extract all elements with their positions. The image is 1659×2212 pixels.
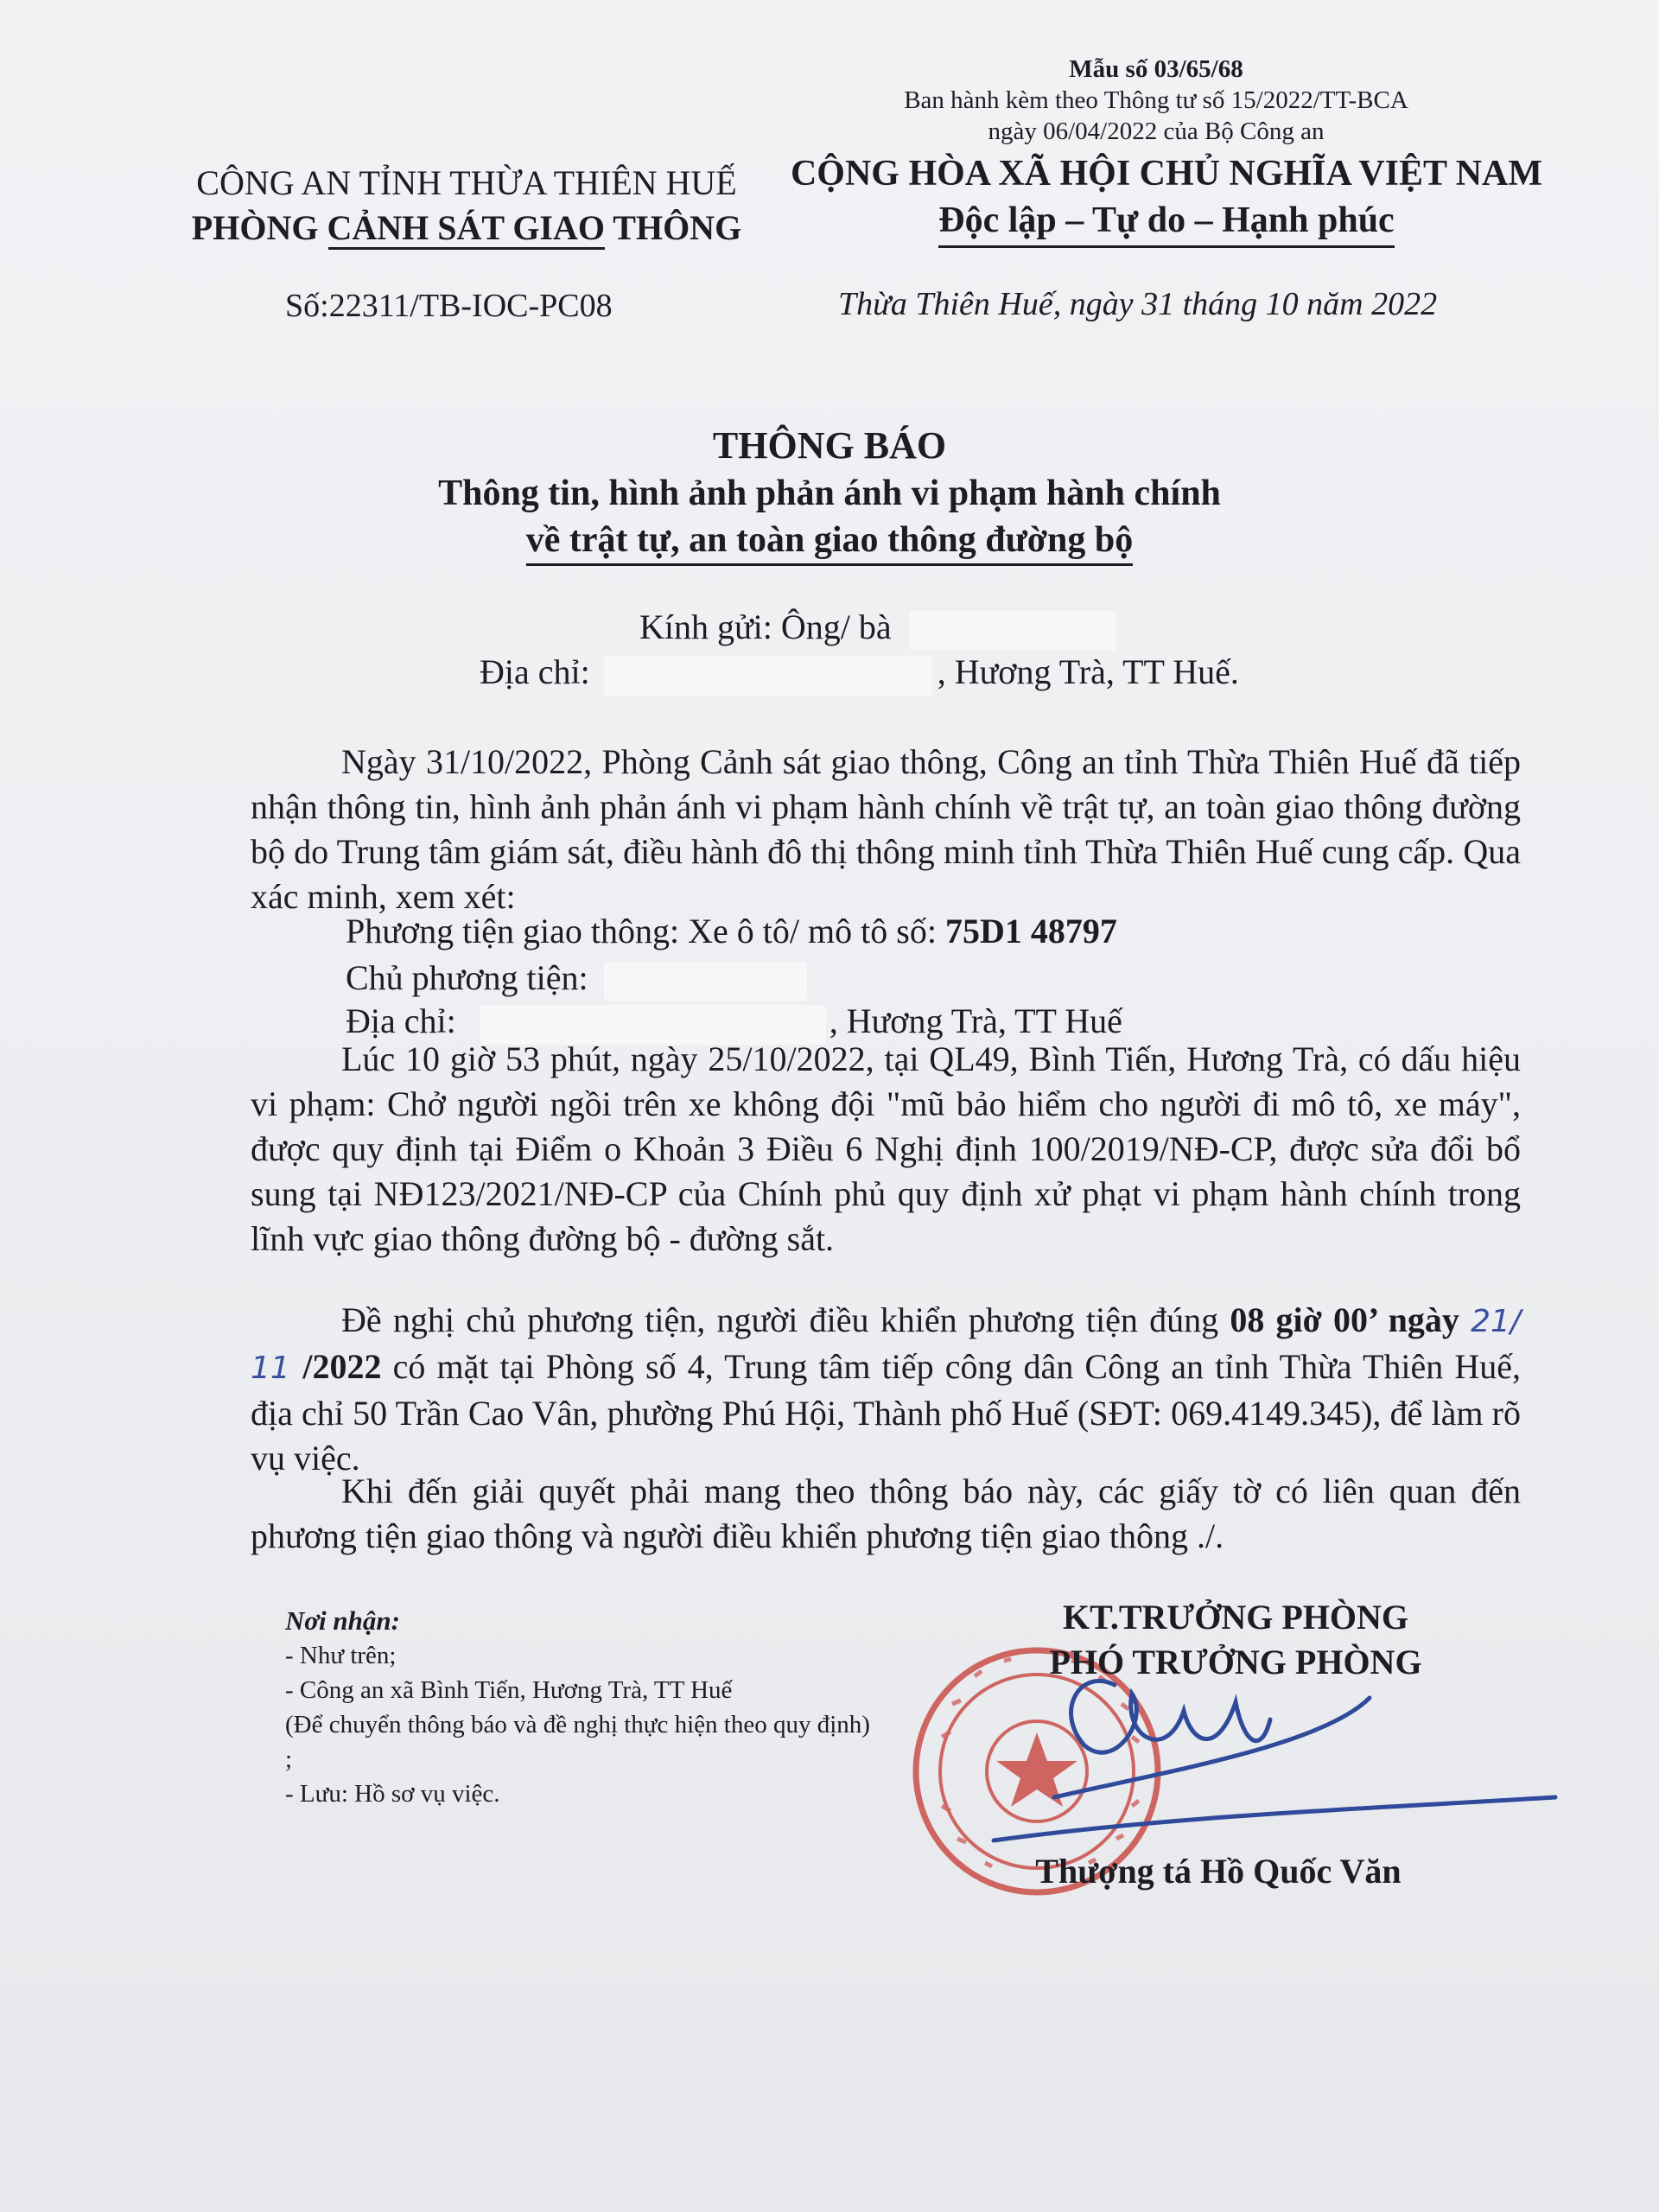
nation-motto: Độc lập – Tự do – Hạnh phúc [938,197,1394,248]
signature-line-1: KT.TRƯỞNG PHÒNG [1063,1598,1408,1637]
document-title: THÔNG BÁO [712,424,947,467]
owner-address-tail: , Hương Trà, TT Huế [829,1001,1122,1040]
recipient-salutation [639,605,1116,651]
para3-text-b: có mặt tại Phòng số 4, Trung tâm tiếp công dân Công an tỉnh Thừa Thiên Huế, địa chỉ 50 Trần Cao Vân, phường Phú Hội, Thành phố Huế (SĐT: 069.4149.345), để làm rõ vụ việc. [251,1347,1521,1478]
handwritten-date: 21/ 11 [251,1304,1522,1386]
form-issued-date: ngày 06/04/2022 của Bộ Công an [988,118,1325,145]
agency-header [173,161,760,250]
recipient-item: - Lưu: Hồ sơ vụ việc. [285,1780,500,1808]
nation-name: CỘNG HÒA XÃ HỘI CHỦ NGHĨA VIỆT NAM [790,154,1543,194]
paragraph-2: Lúc 10 giờ 53 phút, ngày 25/10/2022, tại QL49, Bình Tiến, Hương Trà, có dấu hiệu vi phạm: Chở người ngồi trên xe không đội "mũ bảo hiểm cho người đi mô tô, xe máy", được quy định tại Điểm o Khoản 3 Điều 6 Nghị định 100/2019/NĐ-CP, được sửa đổi bổ sung tại NĐ123/2021/NĐ-CP của Chính phủ quy định xử phạt vi phạm hành chính trong lĩnh vực giao thông đường bộ - đường sắt. [251,1039,1521,1258]
recipients-heading: Nơi nhận: [285,1605,400,1636]
form-issued-with: Ban hành kèm theo Thông tư số 15/2022/TT-BCA [904,86,1408,114]
document-subtitle [0,470,1659,566]
signer-name: Thượng tá Hồ Quốc Văn [1035,1852,1402,1891]
address-tail: , Hương Trà, TT Huế. [937,652,1239,691]
document-number: Số:22311/TB-IOC-PC08 [285,288,613,324]
address-label: Địa chỉ: [480,652,590,691]
owner-label: Chủ phương tiện: [346,958,588,997]
subtitle-line-1: Thông tin, hình ảnh phản ánh vi phạm hành chính [438,474,1221,513]
nation-header [778,150,1555,248]
recipient-address [480,650,1239,696]
recipient-item: - Công an xã Bình Tiến, Hương Trà, TT Huế [285,1676,733,1704]
recipient-item: - Như trên; [285,1642,397,1669]
redacted-owner [604,962,807,1001]
form-number-block [897,54,1415,147]
paragraph-1: Ngày 31/10/2022, Phòng Cảnh sát giao thông, Công an tỉnh Thừa Thiên Huế đã tiếp nhận thông tin, hình ảnh phản ánh vi phạm hành chính về trật tự, an toàn giao thông đường bộ do Trung tâm giám sát, điều hành đô thị thông minh tỉnh Thừa Thiên Huế cung cấp. Qua xác minh, xem xét: [251,742,1521,916]
signature-icon [994,1681,1555,1840]
signature-title [933,1595,1538,1685]
vehicle-line [346,909,1117,954]
recipient-item: (Để chuyển thông báo và đề nghị thực hiện theo quy định) ; [285,1711,870,1773]
place-date: Thừa Thiên Huế, ngày 31 tháng 10 năm 2022 [838,286,1438,322]
redacted-address [604,656,932,696]
owner-address-label: Địa chỉ: [346,1001,456,1040]
form-number: Mẫu số 03/65/68 [1069,55,1243,83]
redacted-name [909,611,1116,651]
license-plate: 75D1 48797 [944,912,1117,950]
recipients-list [285,1604,881,1811]
subtitle-line-2: về trật tự, an toàn giao thông đường bộ [526,517,1134,566]
appointment-year: /2022 [302,1347,382,1386]
vehicle-label: Phương tiện giao thông: Xe ô tô/ mô tô số: [346,912,945,950]
agency-parent: CÔNG AN TỈNH THỪA THIÊN HUẾ [196,163,737,202]
para3-text-a: Đề nghị chủ phương tiện, người điều khiển phương tiện đúng [341,1300,1230,1339]
salutation-text: Kính gửi: Ông/ bà [639,607,892,646]
signature-line-2: PHÓ TRƯỞNG PHÒNG [1049,1643,1422,1681]
owner-line [346,956,807,1001]
paragraph-4: Khi đến giải quyết phải mang theo thông báo này, các giấy tờ có liên quan đến phương tiện giao thông và người điều khiển phương tiện giao thông ./. [251,1471,1521,1555]
appointment-time: 08 giờ 00’ ngày [1230,1300,1471,1339]
paragraph-3 [251,1298,1521,1481]
agency-unit: PHÒNG CẢNH SÁT GIAO THÔNG [191,208,742,247]
